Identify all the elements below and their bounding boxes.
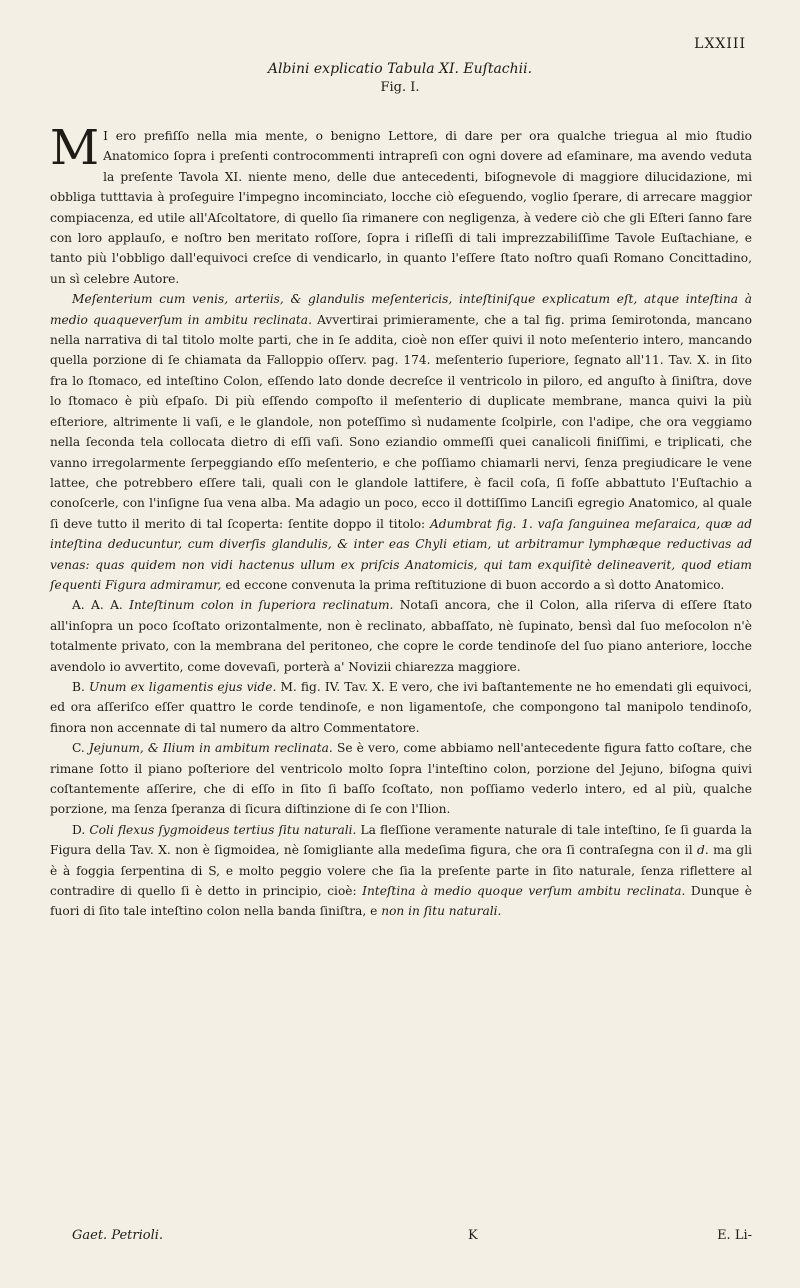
page-number: LXXIII: [694, 36, 746, 52]
title-text: Albini explicatio Tabula XI. Euſtachii.: [267, 61, 533, 77]
mesenterium-title: Meſenterium cum venis, arteriis, & glandulis meſentericis, inteſtiniſque explicatum eſt, atque inteſtina à medio quaqueverſum in ambitu reclinata.: [50, 292, 752, 327]
intro-text: I ero prefiſſo nella mia mente, o benigno Lettore, di dare per ora qualche triegua al mio ſtudio Anatomico ſopra i preſenti controcommenti intrapreſi con ogni dovere ad eſaminare, ma avendo veduta la preſente Tavola XI. niente meno, delle due antecedenti, biſognevole di maggiore dilucidazione, mi obbliga tutttavia à proſeguire l'impegno incominciato, locche ciò eſeguendo, voglio ſperare, di arrecare maggior compiacenza, ed utile all'Aſcoltatore, di quello ſia rimanere con negligenza, à vedere ciò che gli Eſteri ſanno fare con loro applauſo, e noſtro ben meritato roſſore, ſopra i riſleſſi di tali imprezzabiliſſime Tavole Euſtachiane, e tanto più l'obbligo dall'equivoci creſce di vendicarlo, in quanto l'eſſere ſtato noſtro quaſi Romano Concittadino, un sì celebre Autore.: [50, 129, 752, 286]
mesenterium-text: Avvertirai primieramente, che a tal fig. prima ſemirotonda, mancano nella narrativa di tal titolo molte parti, che in ſe addita, cioè non eſſer quivi il noto meſenterio intero, mancando quella porzione di ſe chiamata da Falloppio oſſerv. pag. 174. meſenterio ſuperiore, ſegnato all'11. Tav. X. in ſito fra lo ſtomaco, ed inteſtino Colon, eſſendo lato donde decreſce il ventricolo in piloro, ed anguſto à ſiniſtra, dove lo ſtomaco è più eſpaſo. Di più eſſendo compoſto il meſenterio di duplicate membrane, manca quivi la più eſteriore, altrimente li vaſi, e le glandole, non poteſſimo sì nudamente ſcolpirle, con l'adipe, che ora veggiamo nella ſeconda tela collocata dietro di eſſi vaſi. Sono eziandio ommeſſi quei canalicoli finiſſimi, e triplicati, che vanno irregolarmente ſerpeggiando eſſo meſenterio, e che poſſiamo chiamarli nervi, ſenza pregiudicare le vene lattee, che potrebbero eſſere tali, quali con le glandole lattifere, è facil coſa, ſi foſſe abbattuto l'Euſtachio a conoſcerle, con l'inſigne ſua vena alba. Ma adagio un poco, ecco il dottiſſimo Lanciſi egregio Anatomico, al quale ſi deve tutto il merito di tal ſcoperta: ſentite doppo il titolo:: [50, 312, 752, 531]
title-a: Inteſtinum colon in ſuperiora reclinatum.: [129, 598, 394, 613]
text-d3: Dunque è fuori di ſito tale inteſtino colon nella banda ſiniſtra, e: [50, 884, 753, 919]
paragraph-intro: [50, 120, 752, 289]
title-c: Jejunum, & Ilium in ambitum reclinata.: [88, 741, 333, 756]
label-c: C.: [72, 741, 89, 756]
paragraph-d: [50, 820, 752, 922]
text-b: M. fig. IV. Tav. X. E vero, che ivi baſtantemente ne ho emendati gli equivoci, ed ora aſſeriſco eſſer quattro le corde tendinoſe, e non ligamentoſe, che compongono tal manipolo tendinoſo, finora non accennate di tal numero da altro Commentatore.: [50, 679, 752, 735]
label-d: D.: [72, 822, 90, 837]
label-a: A. A. A.: [72, 598, 130, 613]
paragraph-a: [50, 595, 752, 677]
printer-name: Gaet. Petrioli.: [72, 1228, 164, 1243]
text-d2: ma gli è à foggia ſerpentina di S, e molto peggio volere che ſia la preſente parte in ſito naturale, ſenza riflettere al contradire di quello ſi è detto in principio, cioè:: [50, 843, 752, 899]
text-c: Se è vero, come abbiamo nell'antecedente figura fatto coſtare, che rimane ſotto il piano poſteriore del ventricolo molto ſopra l'inteſtino colon, porzione del Jejuno, biſogna quivi coſtantemente aſſerire, che di eſſo in ſito ſi baſſo ſcoſtato, non poſſiamo vederlo intero, ed al più, qualche porzione, ma ſenza ſperanza di ſicura diſtinzione di ſe con l'Ilion.: [50, 741, 752, 817]
quote-d: Inteſtina à medio quoque verſum ambitu reclinata.: [362, 884, 686, 899]
paragraph-c: [50, 738, 752, 820]
catchword: E. Li-: [717, 1228, 752, 1243]
text-a: Notaſi ancora, che il Colon, alla riſerva di eſſere ſtato all'inſopra un poco ſcoſtato orizontalmente, non è reclinato, abbaſſato, nè ſupinato, bensì dal ſuo meſocolon n'è totalmente privato, con la membrana del peritoneo, che copre le corde tendinoſe del ſuo piano anteriore, locche avendolo io avvertito, come dovevaſi, porterà a' Novizii chiarezza maggiore.: [50, 598, 752, 674]
paragraph-mesenterium: [50, 289, 752, 595]
page-footer: [72, 1228, 752, 1243]
label-b: B.: [72, 679, 89, 694]
title-b: Unum ex ligamentis ejus vide.: [88, 679, 277, 694]
mesenterium-end: ed eccone convenuta la prima reſtituzione di buon accordo a sì dotto Anatomico.: [221, 577, 725, 592]
body-text: [50, 120, 753, 922]
page-title: [0, 60, 800, 97]
text-d: La fleſſione veramente naturale di tale inteſtino, ſe ſi guarda la Figura della Tav. X. non è ſigmoidea, nè ſomigliante alla medeſima figura, che ora ſi contraſegna con il: [50, 822, 752, 858]
signature-mark: K: [468, 1228, 478, 1243]
lancisi-quote: Adumbrat fig. 1. vaſa ſanguinea meſaraica, quæ ad inteſtina deducuntur, cum diverſis glandulis, & inter eas Chyli etiam, ut arbitramur lymphæque reductivas ad venas: quas quidem non vidi hactenus ullum ex priſcis Anatomicis, qui tam exquiſitè delineaverit, quod etiam ſequenti Figura admiramur,: [50, 516, 753, 592]
quote-d2: non in ſitu naturali.: [381, 904, 502, 919]
drop-cap: M: [50, 120, 100, 176]
title-d: Coli flexus ſygmoideus tertius ſitu naturali.: [89, 822, 357, 837]
figure-label: Fig. I.: [380, 80, 420, 95]
letter-d: d.: [697, 843, 709, 858]
paragraph-b: [50, 677, 752, 738]
